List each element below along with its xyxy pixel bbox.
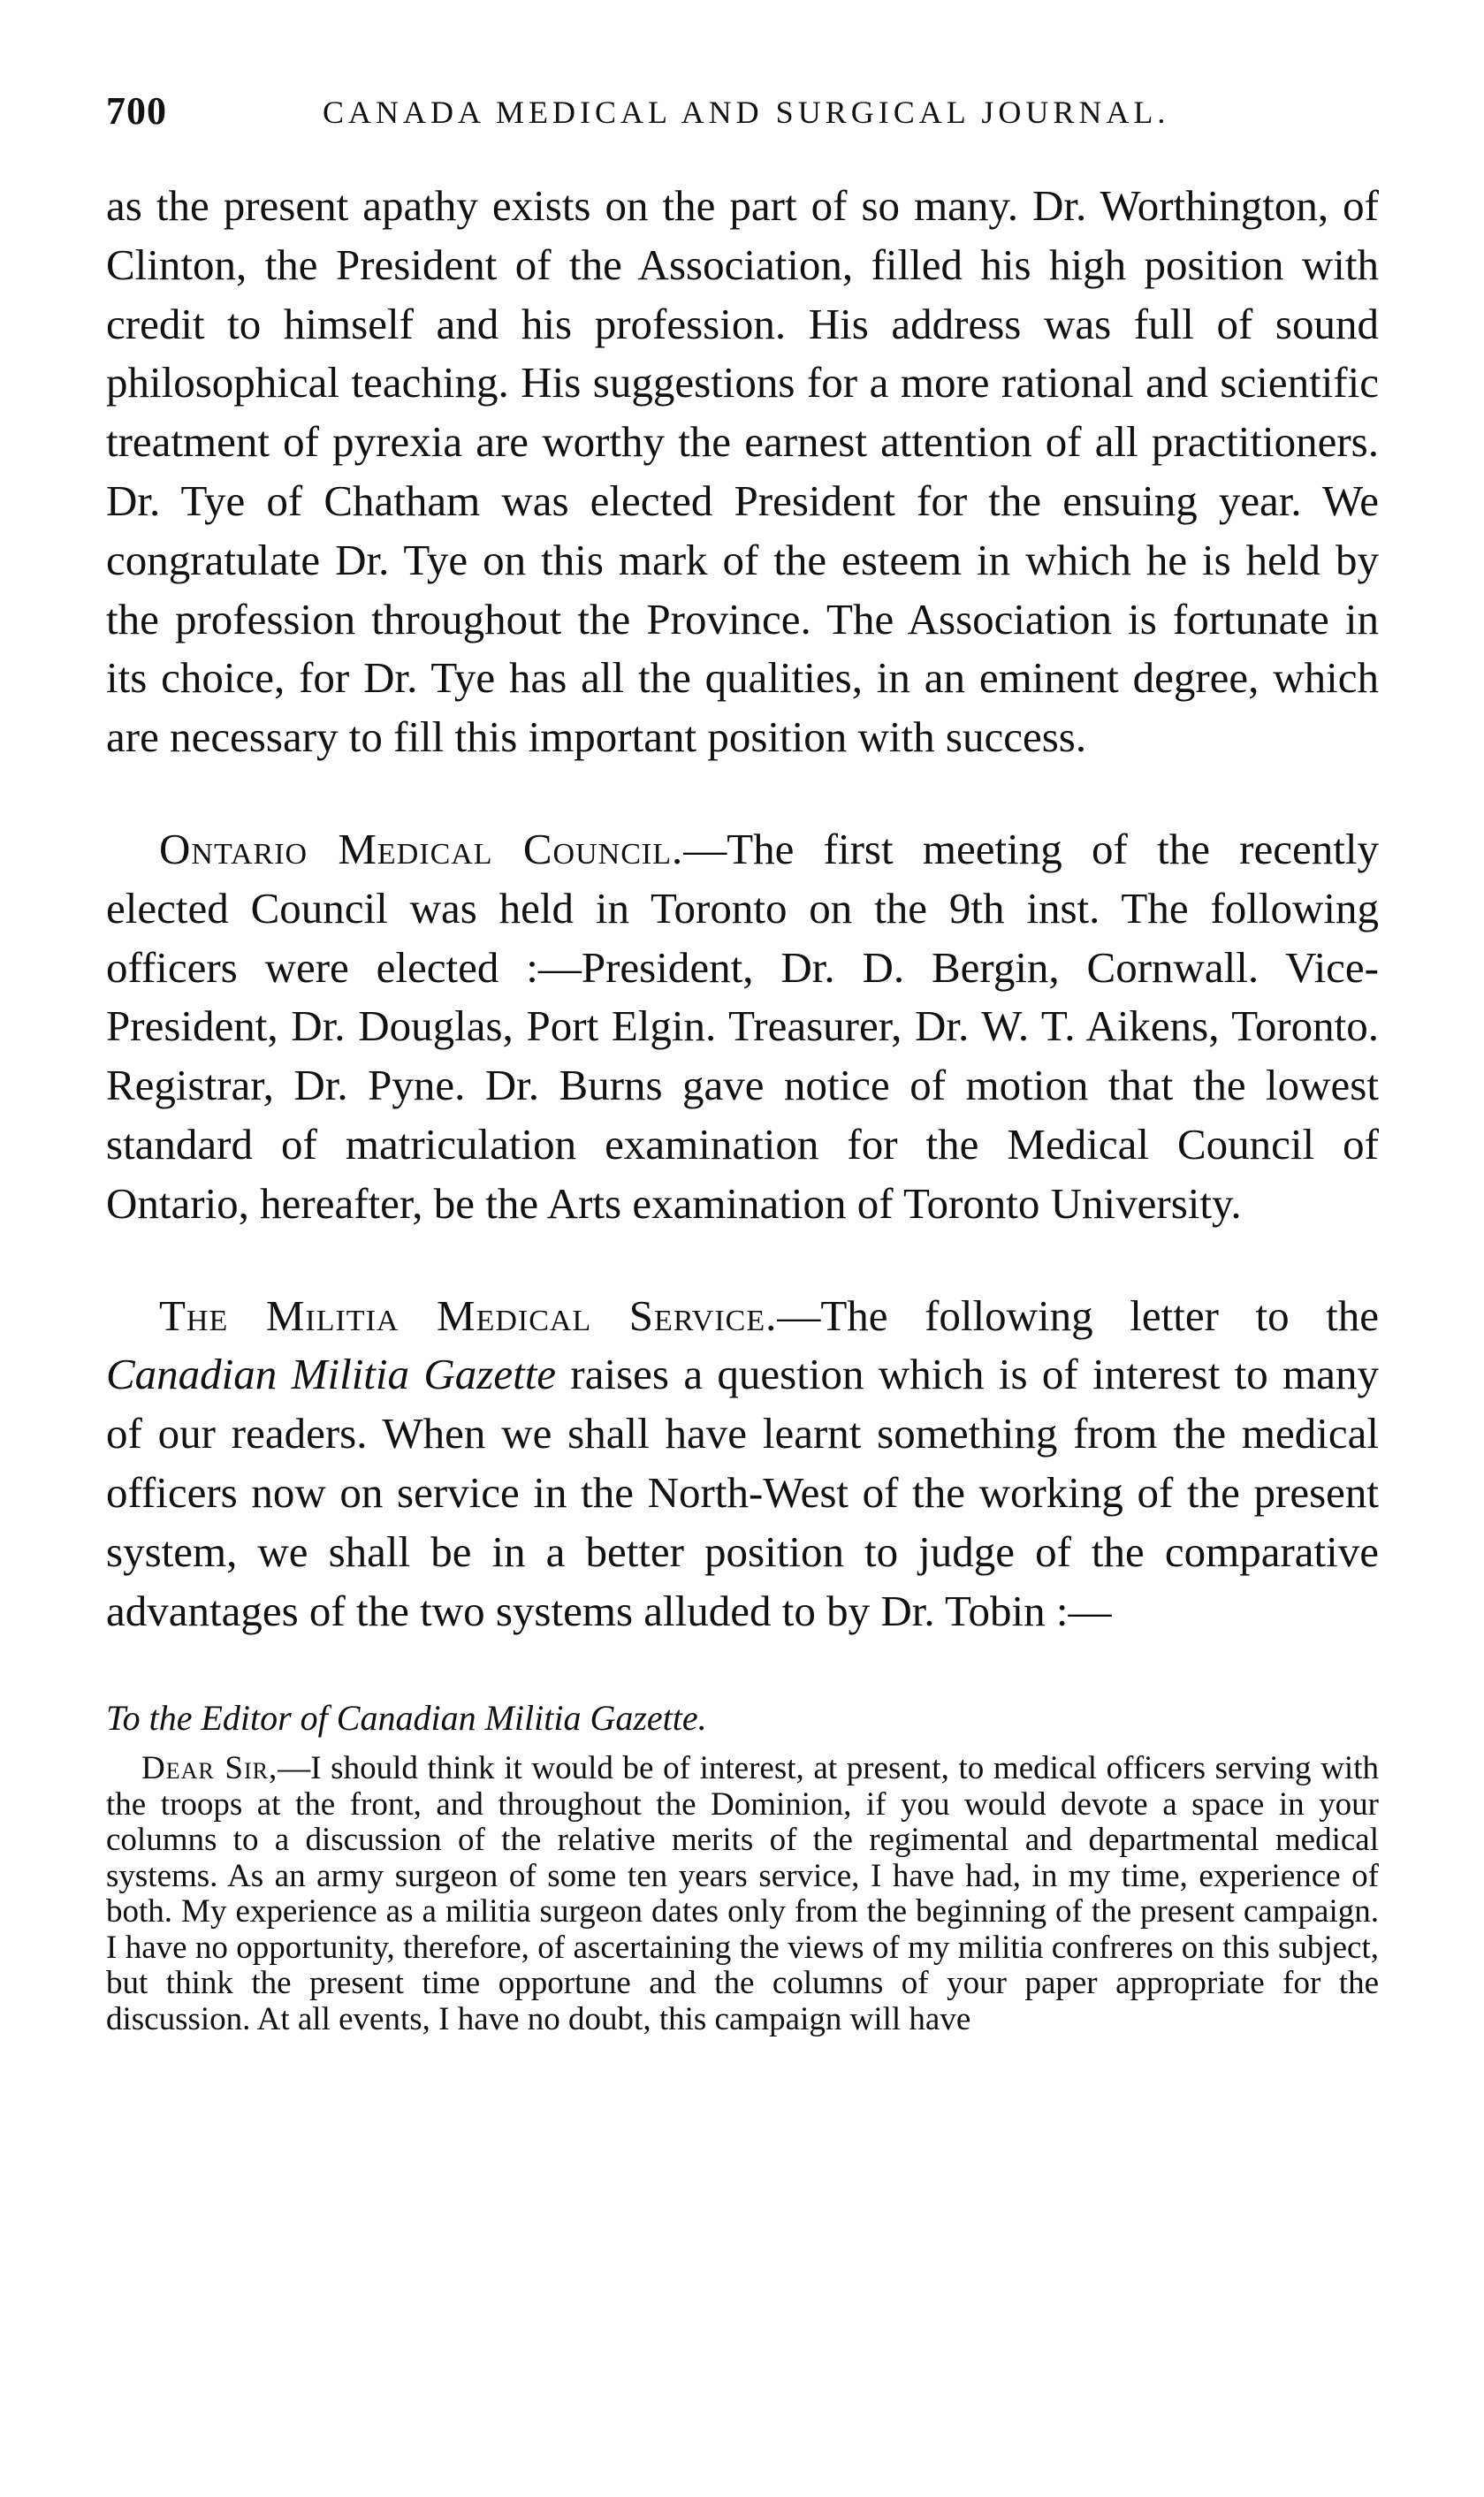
militia-gazette-title: Canadian Militia Gazette bbox=[106, 1350, 557, 1399]
association-paragraph: as the present apathy exists on the part of so many. Dr. Worthington, of Clinton, the President of the Association, filled his high position with credit to himself and his profession. His address was full of sound philosophical teaching. His suggestions for a more rational and scientific treatment of pyrexia are worthy the earnest attention of all practitioners. Dr. Tye of Chatham was elected President for the ensuing year. We congratulate Dr. Tye on this mark of the esteem in which he is held by the profession throughout the Province. The Association is fortunate in its choice, for Dr. Tye has all the qualities, in an eminent degree, which are necessary to fill this important position with success. bbox=[106, 181, 1379, 762]
journal-title: CANADA MEDICAL AND SURGICAL JOURNAL. bbox=[323, 95, 1170, 130]
letter-address: To the Editor of Canadian Militia Gazette. bbox=[106, 1698, 707, 1739]
letter-body bbox=[106, 1751, 1379, 2037]
militia-service-heading: The Militia Medical Service. bbox=[159, 1290, 778, 1340]
militia-service-body-start: —The following letter to the bbox=[777, 1290, 1380, 1340]
letter-salutation: Dear Sir, bbox=[141, 1750, 278, 1787]
militia-service-paragraph bbox=[106, 1287, 1379, 1641]
ontario-council-heading: Ontario Medical Council. bbox=[159, 824, 684, 873]
militia-service-body-end: raises a question which is of interest to many of our readers. When we shall have learnt something from the medical officers now on service in the North-West of the working of the present system, we shall be in a better position to judge of the comparative advantages of the two systems alluded to by Dr. Tobin :— bbox=[106, 1350, 1379, 1635]
ontario-council-paragraph bbox=[106, 820, 1379, 1234]
page-number: 700 bbox=[106, 89, 167, 133]
journal-page bbox=[106, 88, 1379, 2037]
running-head bbox=[106, 88, 1379, 141]
ontario-council-body: —The first meeting of the recently elected Council was held in Toronto on the 9th inst. The following officers were elected :—President, Dr. D. Bergin, Cornwall. Vice-President, Dr. Douglas, Port Elgin. Treasurer, Dr. W. T. Aikens, Toronto. Registrar, Dr. Pyne. Dr. Burns gave notice of motion that the lowest standard of matriculation examination for the Medical Council of Ontario, hereafter, be the Arts examination of Toronto University. bbox=[106, 824, 1379, 1228]
letter-text: —I should think it would be of interest, at present, to medical officers serving with the troops at the front, and throughout the Dominion, if you would devote a space in your columns to a discussion of the relative merits of the regimental and departmental medical systems. As an army surgeon of some ten years service, I have had, in my time, experience of both. My experience as a militia surgeon dates only from the beginning of the present campaign. I have no opportunity, therefore, of ascertaining the views of my militia confreres on this subject, but think the present time opportune and the columns of your paper appropriate for the discussion. At all events, I have no doubt, this campaign will have bbox=[106, 1750, 1379, 2037]
